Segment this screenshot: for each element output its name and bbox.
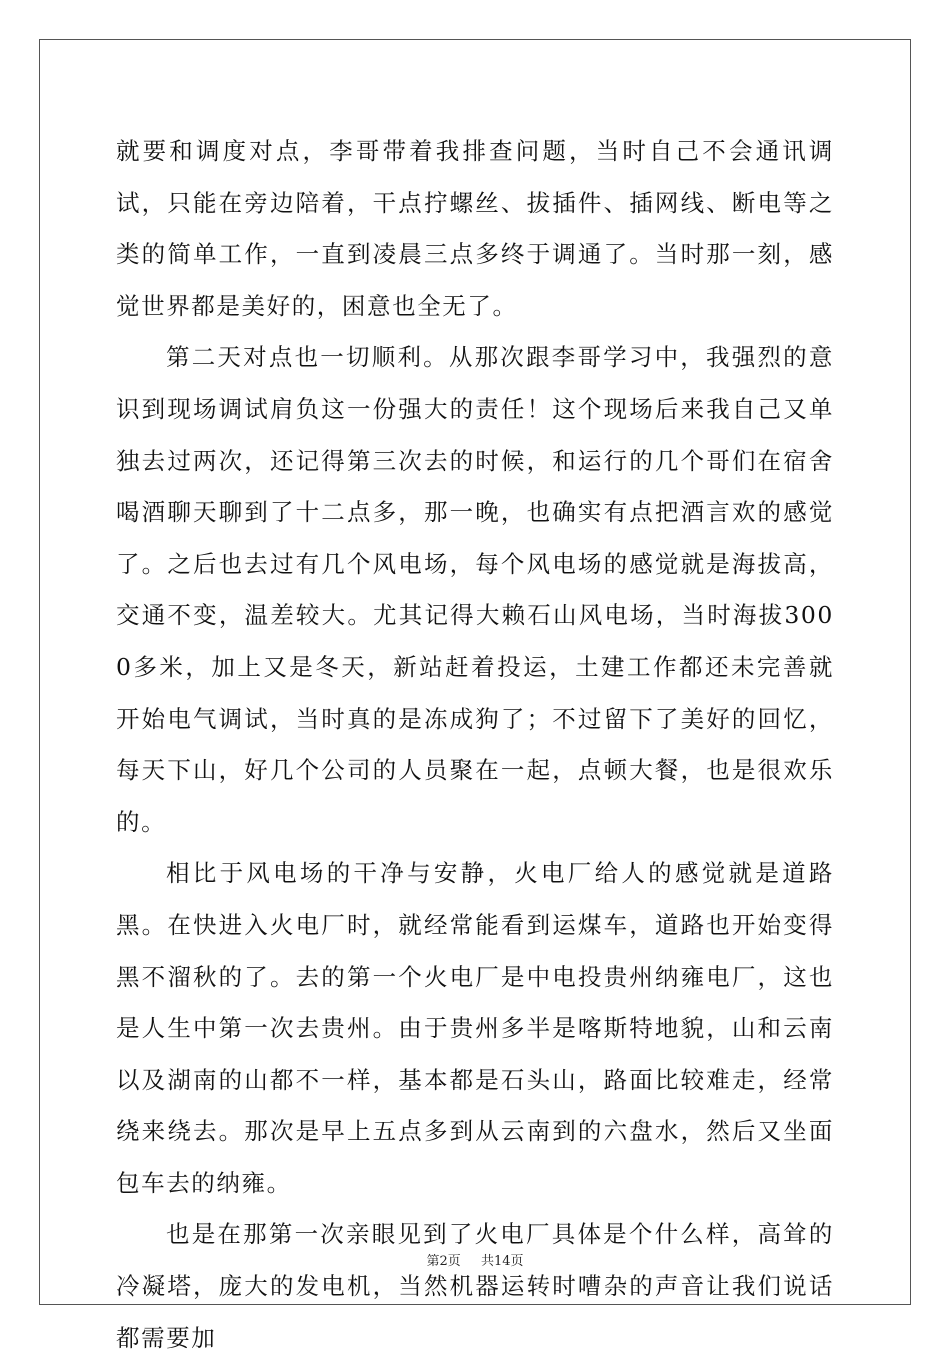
paragraph-4: 也是在那第一次亲眼见到了火电厂具体是个什么样，高耸的冷凝塔，庞大的发电机，当然机器运转时嘈杂的声音让我们说话都需要加: [116, 1220, 834, 1352]
paragraph-3: 相比于风电场的干净与安静，火电厂给人的感觉就是道路黑。在快进入火电厂时，就经常能看到运煤车，道路也开始变得黑不溜秋的了。去的第一个火电厂是中电投贵州纳雍电厂，这也是人生中第一次去贵州。由于贵州多半是喀斯特地貌，山和云南以及湖南的山都不一样，基本都是石头山，路面比较难走，经常绕来绕去。那次是早上五点多到从云南到的六盘水，然后又坐面包车去的纳雍。: [116, 859, 834, 1197]
document-body: [116, 126, 834, 1364]
page-footer: [0, 1250, 950, 1269]
paragraph-2: 第二天对点也一切顺利。从那次跟李哥学习中，我强烈的意识到现场调试肩负这一份强大的责任！这个现场后来我自己又单独去过两次，还记得第三次去的时候，和运行的几个哥们在宿舍喝酒聊天聊到了十二点多，那一晚，也确实有点把酒言欢的感觉了。之后也去过有几个风电场，每个风电场的感觉就是海拔高，交通不变，温差较大。尤其记得大赖石山风电场，当时海拔3000多米，加上又是冬天，新站赶着投运，土建工作都还未完善就开始电气调试，当时真的是冻成狗了；不过留下了美好的回忆，每天下山，好几个公司的人员聚在一起，点顿大餐，也是很欢乐的。: [116, 343, 834, 836]
page-number: 第2页: [426, 1254, 461, 1269]
paragraph-1: 就要和调度对点，李哥带着我排查问题，当时自己不会通讯调试，只能在旁边陪着，干点拧螺丝、拔插件、插网线、断电等之类的简单工作，一直到凌晨三点多终于调通了。当时那一刻，感觉世界都是美好的，困意也全无了。: [116, 137, 834, 320]
page-total: 共14页: [480, 1254, 524, 1269]
